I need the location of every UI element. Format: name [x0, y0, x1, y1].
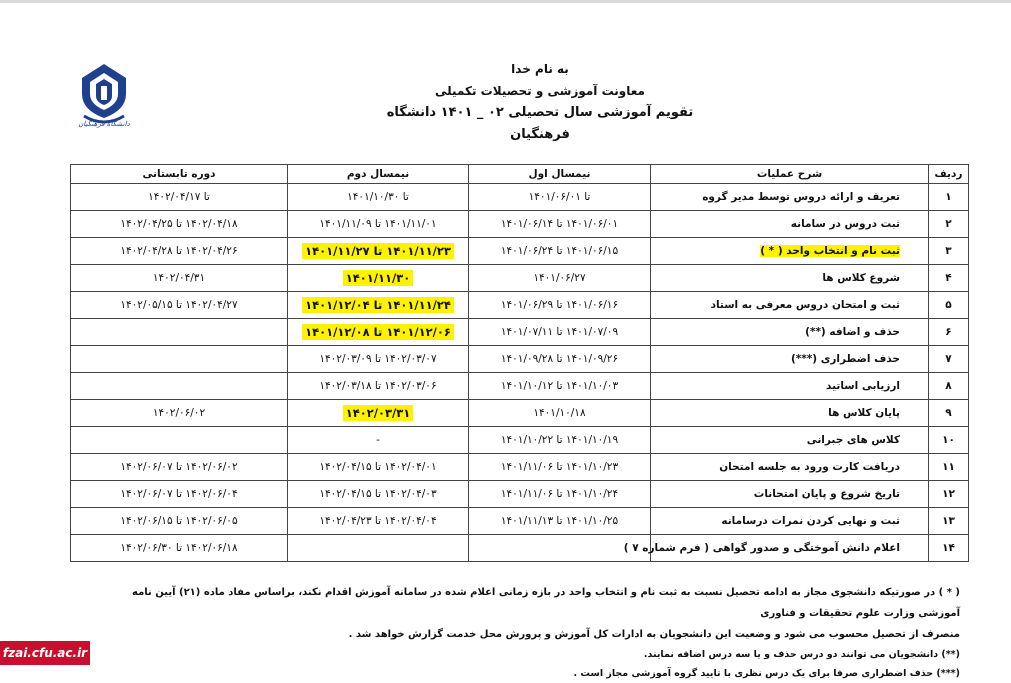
footnote-3: (***) حذف اضطراری صرفا برای یک درس نظری با تایید گروه آموزشی مجاز است .: [573, 668, 960, 679]
semester-2-cell-text: ۱۴۰۲/۰۴/۰۴ تا ۱۴۰۲/۰۴/۲۳: [319, 515, 437, 527]
operation-cell: [651, 265, 929, 292]
row-number-cell: [929, 400, 969, 427]
page-top-border: [0, 0, 1011, 3]
summer-cell-text: تا ۱۴۰۲/۰۴/۱۷: [148, 191, 210, 203]
table-row: [71, 508, 969, 535]
semester-1-cell-text: ۱۴۰۱/۰۶/۲۷: [533, 272, 586, 284]
row-number-cell: [929, 184, 969, 211]
row-number-cell: [929, 292, 969, 319]
operation-cell: [651, 346, 929, 373]
semester-2-cell: [288, 184, 469, 211]
semester-1-cell-text: ۱۴۰۱/۰۶/۰۱ تا ۱۴۰۱/۰۶/۱۴: [500, 218, 619, 230]
row-number-cell-text: ۱۳: [942, 515, 955, 527]
summer-cell: [71, 184, 288, 211]
operation-cell-text: کلاس های جبرانی: [806, 434, 900, 446]
semester-1-cell: [469, 427, 651, 454]
semester-2-cell-text: ۱۴۰۱/۱۲/۰۶ تا ۱۴۰۱/۱۲/۰۸: [302, 324, 454, 340]
semester-1-cell-text: ۱۴۰۱/۰۷/۰۹ تا ۱۴۰۱/۰۷/۱۱: [500, 326, 619, 338]
header-row-number: ردیف: [929, 165, 969, 184]
summer-cell: [71, 265, 288, 292]
header-semester-2: نیمسال دوم: [288, 165, 469, 184]
table-row: [71, 427, 969, 454]
operation-cell-text: ارزیابی اساتید: [826, 380, 900, 392]
semester-1-cell: [469, 508, 651, 535]
semester-1-cell: [469, 454, 651, 481]
row-number-cell: [929, 373, 969, 400]
row-number-cell-text: ۷: [945, 353, 952, 365]
semester-1-cell: [469, 373, 651, 400]
footnote-1: ( * ) در صورتیکه دانشجوی مجاز به ادامه تحصیل نسبت به ثبت نام و انتخاب واحد در بازه زمانی اعلام شده در سامانه آموزش اقدام نکند، براساس مفاد ماده (۲۱) آیین نامه آموزشی وزارت علوم تحقیقات و فناوری: [132, 587, 960, 619]
academic-calendar-table: [70, 164, 969, 562]
semester-1-cell: [469, 319, 651, 346]
operation-cell-text: ثبت و نهایی کردن نمرات درسامانه: [721, 515, 900, 527]
site-watermark: fzai.cfu.ac.ir: [0, 641, 90, 665]
summer-cell-text: ۱۴۰۲/۰۶/۰۲: [152, 407, 206, 419]
operation-cell: [651, 373, 929, 400]
semester-2-cell: [288, 454, 469, 481]
table-row: [71, 265, 969, 292]
summer-cell: [71, 373, 288, 400]
operation-cell: [651, 400, 929, 427]
table-row: [71, 346, 969, 373]
semester-2-cell: [288, 265, 469, 292]
table-row: [71, 238, 969, 265]
semester-2-cell: [288, 319, 469, 346]
table-row: [71, 211, 969, 238]
operation-cell-text: شروع کلاس ها: [822, 272, 900, 284]
university-logo: [74, 60, 134, 138]
header-summer: دوره تابستانی: [71, 165, 288, 184]
operation-cell-text: اعلام دانش آموختگی و صدور گواهی ( فرم شماره ۷ ): [623, 542, 900, 554]
summer-cell-text: ۱۴۰۲/۰۶/۰۴ تا ۱۴۰۲/۰۶/۰۷: [120, 488, 238, 500]
table-row: [71, 184, 969, 211]
semester-1-cell-text: ۱۴۰۱/۰۹/۲۶ تا ۱۴۰۱/۰۹/۲۸: [500, 353, 619, 365]
row-number-cell: [929, 211, 969, 238]
semester-2-cell: [288, 373, 469, 400]
operation-cell: [651, 292, 929, 319]
semester-2-cell-text: ۱۴۰۱/۱۱/۲۴ تا ۱۴۰۱/۱۲/۰۴: [302, 297, 454, 313]
header-bismillah: به نام خدا: [511, 62, 569, 76]
summer-cell-text: ۱۴۰۲/۰۴/۲۶ تا ۱۴۰۲/۰۴/۲۸: [120, 245, 238, 257]
semester-2-cell-text: ۱۴۰۲/۰۴/۰۱ تا ۱۴۰۲/۰۴/۱۵: [319, 461, 437, 473]
operation-cell: [651, 211, 929, 238]
operation-cell: [651, 427, 929, 454]
row-number-cell-text: ۴: [945, 272, 952, 284]
summer-cell-text: ۱۴۰۲/۰۴/۱۸ تا ۱۴۰۲/۰۴/۲۵: [120, 218, 238, 230]
operation-cell-text: ثبت دروس در سامانه: [790, 218, 900, 230]
operation-cell-text: حذف اضطراری (***): [791, 353, 900, 365]
operation-cell-text: حذف و اضافه (**): [805, 326, 900, 338]
semester-2-cell: [288, 346, 469, 373]
summer-cell: [71, 238, 288, 265]
row-number-cell-text: ۱: [945, 191, 952, 203]
summer-cell: [71, 508, 288, 535]
semester-2-cell: [288, 481, 469, 508]
footnote-1-continued: منصرف از تحصیل محسوب می شود و وضعیت این دانشجویان به ادارات کل آموزش و پرورش محل خدمت گزارش خواهد شد .: [348, 629, 960, 640]
row-number-cell-text: ۶: [945, 326, 952, 338]
row-number-cell-text: ۱۴: [942, 542, 955, 554]
semester-2-cell-text: -: [376, 434, 380, 446]
semester-1-cell: [469, 184, 651, 211]
semester-1-cell-text: ۱۴۰۱/۱۰/۱۹ تا ۱۴۰۱/۱۰/۲۲: [500, 434, 619, 446]
summer-cell-text: ۱۴۰۲/۰۶/۰۲ تا ۱۴۰۲/۰۶/۰۷: [120, 461, 238, 473]
row-number-cell-text: ۱۱: [942, 461, 955, 473]
semester-1-cell: [469, 292, 651, 319]
operation-cell: [651, 481, 929, 508]
semester-1-cell-text: ۱۴۰۱/۱۰/۲۴ تا ۱۴۰۱/۱۱/۰۶: [500, 488, 619, 500]
semester-2-cell: [288, 508, 469, 535]
header-title: تقویم آموزشی سال تحصیلی ۰۲ _ ۱۴۰۱ دانشگاه فرهنگیان: [386, 105, 694, 142]
semester-1-cell: [469, 265, 651, 292]
semester-2-cell: [288, 427, 469, 454]
footnotes: [90, 582, 960, 683]
semester-1-cell: [469, 346, 651, 373]
operation-cell: [651, 184, 929, 211]
summer-cell-text: ۱۴۰۲/۰۶/۰۵ تا ۱۴۰۲/۰۶/۱۵: [120, 515, 238, 527]
semester-2-cell: [288, 211, 469, 238]
operation-cell: [651, 319, 929, 346]
semester-1-cell-text: ۱۴۰۱/۱۰/۰۳ تا ۱۴۰۱/۱۰/۱۲: [500, 380, 619, 392]
summer-cell: [71, 454, 288, 481]
operation-cell-text: ثبت نام و انتخاب واحد ( * ): [760, 245, 900, 257]
table-row: [71, 319, 969, 346]
summer-cell-text: ۱۴۰۲/۰۴/۳۱: [152, 272, 206, 284]
semester-2-cell-text: تا ۱۴۰۱/۱۰/۳۰: [347, 191, 409, 203]
table-header-row: [71, 165, 969, 184]
row-number-cell: [929, 454, 969, 481]
summer-cell: [71, 535, 288, 562]
operation-cell: [651, 454, 929, 481]
table-row: [71, 481, 969, 508]
operation-cell-text: تاریخ شروع و پایان امتحانات: [753, 488, 900, 500]
table-row: [71, 400, 969, 427]
summer-cell: [71, 292, 288, 319]
table-row: [71, 373, 969, 400]
semester-2-cell-text: ۱۴۰۲/۰۴/۰۳ تا ۱۴۰۲/۰۴/۱۵: [319, 488, 437, 500]
semester-2-cell: [288, 535, 469, 562]
summer-cell: [71, 481, 288, 508]
semester-2-cell: [288, 238, 469, 265]
row-number-cell-text: ۸: [945, 380, 952, 392]
semester-1-cell-text: تا ۱۴۰۱/۰۶/۰۱: [528, 191, 591, 203]
operation-cell: [651, 508, 929, 535]
semester-2-cell-text: ۱۴۰۱/۱۱/۰۱ تا ۱۴۰۱/۱۱/۰۹: [319, 218, 437, 230]
operation-cell: [623, 535, 929, 562]
operation-cell: [651, 238, 929, 265]
row-number-cell-text: ۹: [945, 407, 952, 419]
semester-2-cell-text: ۱۴۰۱/۱۱/۲۳ تا ۱۴۰۱/۱۱/۲۷: [302, 243, 454, 259]
header-operation: شرح عملیات: [651, 165, 929, 184]
table-row: [71, 454, 969, 481]
semester-1-cell-text: ۱۴۰۱/۱۰/۲۳ تا ۱۴۰۱/۱۱/۰۶: [500, 461, 619, 473]
summer-cell: [71, 211, 288, 238]
semester-1-cell-text: ۱۴۰۱/۰۶/۱۶ تا ۱۴۰۱/۰۶/۲۹: [500, 299, 619, 311]
header-semester-1: نیمسال اول: [469, 165, 651, 184]
summer-cell: [71, 400, 288, 427]
semester-2-cell-text: ۱۴۰۱/۱۱/۳۰: [343, 270, 414, 286]
row-number-cell: [929, 508, 969, 535]
semester-2-cell: [288, 400, 469, 427]
logo-caption: دانشگاه فرهنگیان: [78, 120, 130, 128]
row-number-cell: [929, 535, 969, 562]
row-number-cell: [929, 481, 969, 508]
semester-1-cell-text: ۱۴۰۱/۰۶/۱۵ تا ۱۴۰۱/۰۶/۲۴: [500, 245, 619, 257]
table-row: [71, 292, 969, 319]
row-number-cell: [929, 238, 969, 265]
summer-cell: [71, 427, 288, 454]
row-number-cell-text: ۵: [945, 299, 952, 311]
summer-cell-text: ۱۴۰۲/۰۴/۲۷ تا ۱۴۰۲/۰۵/۱۵: [120, 299, 238, 311]
operation-cell-text: دریافت کارت ورود به جلسه امتحان: [719, 461, 900, 473]
row-number-cell: [929, 265, 969, 292]
table-row: [71, 535, 969, 562]
operation-cell-text: تعریف و ارائه دروس توسط مدیر گروه: [702, 191, 900, 203]
semester-2-cell-text: ۱۴۰۲/۰۳/۰۷ تا ۱۴۰۲/۰۳/۰۹: [319, 353, 437, 365]
semester-1-cell: [469, 211, 651, 238]
footnote-2: (**) دانشجویان می توانند دو درس حذف و یا سه درس اضافه نمایند.: [643, 649, 960, 660]
semester-2-cell-text: ۱۴۰۲/۰۳/۰۶ تا ۱۴۰۲/۰۳/۱۸: [319, 380, 437, 392]
row-number-cell-text: ۱۰: [942, 434, 955, 446]
semester-2-cell: [288, 292, 469, 319]
summer-cell-text: ۱۴۰۲/۰۶/۱۸ تا ۱۴۰۲/۰۶/۳۰: [120, 542, 238, 554]
row-number-cell-text: ۳: [945, 245, 952, 257]
summer-cell: [71, 346, 288, 373]
row-number-cell-text: ۲: [945, 218, 952, 230]
row-number-cell: [929, 346, 969, 373]
semester-1-cell: [469, 238, 651, 265]
document-header: [380, 58, 700, 146]
summer-cell: [71, 319, 288, 346]
semester-1-cell-text: ۱۴۰۱/۱۰/۲۵ تا ۱۴۰۱/۱۱/۱۳: [500, 515, 619, 527]
semester-2-cell-text: ۱۴۰۲/۰۳/۳۱: [343, 405, 414, 421]
row-number-cell-text: ۱۲: [942, 488, 955, 500]
row-number-cell: [929, 427, 969, 454]
row-number-cell: [929, 319, 969, 346]
header-department: معاونت آموزشی و تحصیلات تکمیلی: [435, 84, 645, 98]
operation-cell-text: پایان کلاس ها: [828, 407, 900, 419]
semester-1-cell-text: ۱۴۰۱/۱۰/۱۸: [533, 407, 586, 419]
semester-1-cell: [469, 481, 651, 508]
semester-1-cell: [469, 400, 651, 427]
operation-cell-text: ثبت و امتحان دروس معرفی به استاد: [710, 299, 900, 311]
